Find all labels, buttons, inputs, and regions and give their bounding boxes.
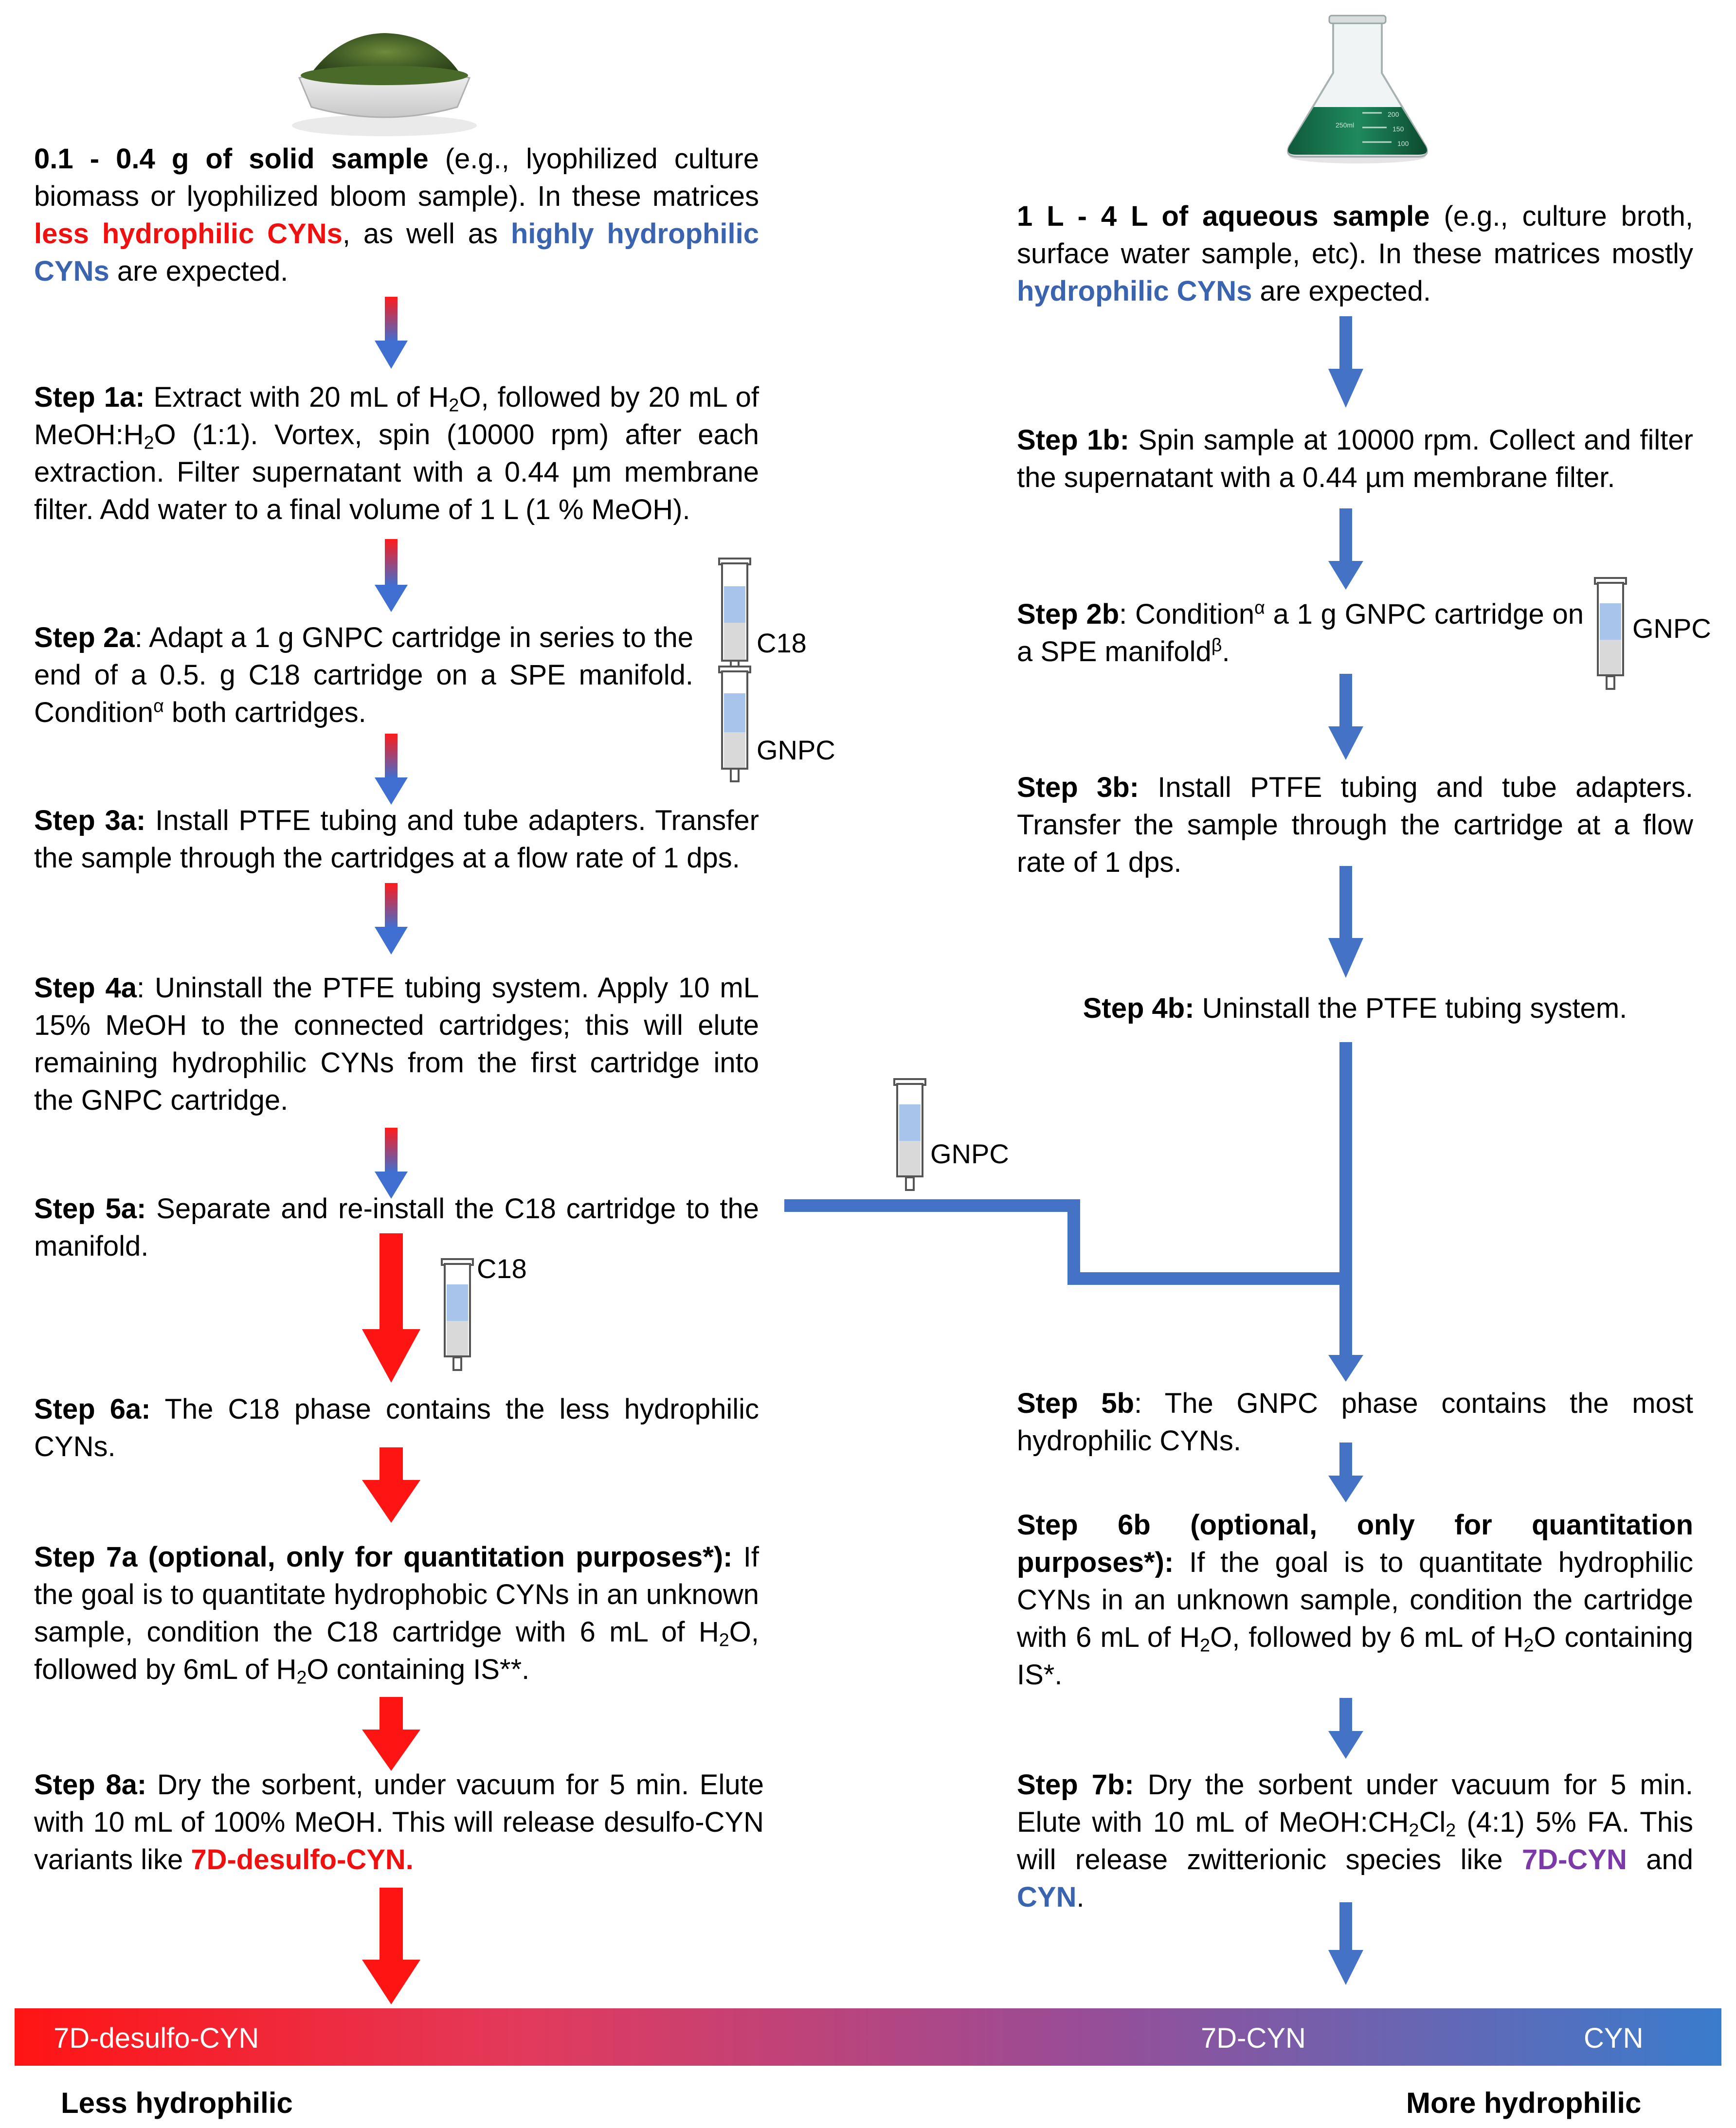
scale-right-compound: CYN: [1584, 2022, 1644, 2054]
step-7a-text: Step 7a (optional, only for quantitation purposes*): If the goal is to quantitate hydrophobic CYNs in an unknown sample, condition the C18 cartridge with 6 mL of $H_2O$, followed by 6mL of $H_2O$ containing IS**.: [34, 1541, 759, 1688]
step-8a-text: Step 8a: Dry the sorbent, under vacuum for 5 min. Elute with 10 mL of 100% MeOH. This will release desulfo-CYN variants like 7D-desulfo-CYN.: [34, 1769, 764, 1876]
blue-arrow-4: [1328, 866, 1363, 978]
7d-desulfo-cyn-highlight: 7D-desulfo-CYN.: [191, 1844, 414, 1876]
solid-sample-amount: 0.1 - 0.4 g of solid sample: [34, 143, 429, 175]
flask-image: [1288, 16, 1427, 163]
gradient-arrow-1: [375, 297, 408, 369]
flask-volume-label: 250ml: [1336, 121, 1355, 129]
step-5a-text: Step 5a: Separate and re-install the C18 cartridge to the manifold.: [34, 1193, 759, 1262]
step-3b-text: Step 3b: Install PTFE tubing and tube adapters. Transfer the sample through the cartridge at a flow rate of 1 dps.: [1017, 772, 1693, 878]
7d-cyn-highlight: 7D-CYN: [1521, 1844, 1627, 1876]
c18-cartridge-lower-icon: [442, 1259, 473, 1370]
gradient-arrow-2: [375, 539, 408, 612]
gradient-arrow-4: [375, 883, 408, 955]
hydrophilicity-gradient-bar: [15, 2008, 1721, 2066]
blue-arrow-1: [1328, 316, 1363, 408]
flask-mark-200: 200: [1388, 110, 1399, 118]
c18-top-label: C18: [757, 628, 807, 658]
red-arrow-4: [362, 1888, 420, 2004]
aqueous-sample-amount: 1 L - 4 L of aqueous sample: [1017, 200, 1430, 232]
scale-left-compound: 7D-desulfo-CYN: [54, 2022, 259, 2054]
step-6b-text: Step 6b (optional, only for quantitation purposes*): If the goal is to quantitate hydrophilic CYNs in an unknown sample, condition the cartridge with 6 mL of $H_2O$, followed by 6 mL of $H_2O$ containing IS*.: [1017, 1509, 1693, 1691]
right-intro-text: 1 L - 4 L of aqueous sample (e.g., culture broth, surface water sample, etc). In these matrices mostly hydrophilic CYNs are expected.: [1017, 200, 1693, 307]
highly-hydrophilic-cyns-highlight: highly hydrophilic CYNs: [34, 218, 760, 287]
step-2b-text: Step 2b: Condition$^\alpha$ a 1 g GNPC cartridge on a SPE manifold$^\beta$.: [1017, 597, 1584, 667]
blue-arrow-2: [1328, 508, 1363, 590]
step-1a-text: Step 1a: Extract with 20 mL of $H_2O$, followed by 20 mL of $MeOH:H_2O$ (1:1). Vortex, spin (10000 rpm) after each extraction. Filter supernatant with a 0.44 µm membrane filter. Add water to a final volume of 1 L (1 % MeOH).: [34, 381, 759, 525]
flask-mark-150: 150: [1392, 125, 1404, 133]
more-hydrophilic-label: More hydrophilic: [1406, 2087, 1642, 2119]
step-1b-text: Step 1b: Spin sample at 10000 rpm. Collect and filter the supernatant with a 0.44 µm membrane filter.: [1017, 424, 1693, 493]
step-6a-text: Step 6a: The C18 phase contains the less hydrophilic CYNs.: [34, 1393, 759, 1462]
blue-merge-arrow: [784, 1042, 1363, 1382]
gnpc-cartridge-middle-icon: [894, 1079, 925, 1190]
c18-lower-label: C18: [477, 1253, 527, 1284]
hydrophilic-cyns-highlight: hydrophilic CYNs: [1017, 275, 1252, 307]
step-7b-text: Step 7b: Dry the sorbent under vacuum for 5 min. Elute with 10 mL of $MeOH:CH_2Cl_2$ (4:1) 5% FA. This will release zwitterionic species like 7D-CYN and CYN.: [1017, 1769, 1693, 1913]
step-4b-text: Step 4b: Uninstall the PTFE tubing system.: [1083, 992, 1628, 1024]
blue-arrow-3: [1328, 674, 1363, 760]
left-intro-text: 0.1 - 0.4 g of solid sample (e.g., lyophilized culture biomass or lyophilized bloom sample). In these matrices less hydrophilic CYNs, as well as highly hydrophilic CYNs are expected.: [34, 143, 760, 287]
step-5b-text: Step 5b: The GNPC phase contains the most hydrophilic CYNs.: [1017, 1388, 1693, 1457]
biomass-bowl-image: [292, 33, 477, 136]
gradient-arrow-5: [375, 1128, 408, 1199]
gnpc-cartridge-right-icon: [1595, 578, 1626, 689]
less-hydrophilic-label: Less hydrophilic: [61, 2087, 293, 2119]
red-arrow-3: [362, 1697, 420, 1771]
scale-mid-compound: 7D-CYN: [1201, 2022, 1306, 2054]
step-2a-text: Step 2a: Adapt a 1 g GNPC cartridge in series to the end of a 0.5. g C18 cartridge on a SPE manifold. Condition$^\alpha$ both cartridges.: [34, 622, 693, 728]
gnpc-cartridge-bottom-icon: [719, 667, 750, 781]
blue-arrow-6: [1328, 1698, 1363, 1759]
gnpc-bottom-label: GNPC: [757, 735, 835, 765]
step-3a-text: Step 3a: Install PTFE tubing and tube adapters. Transfer the sample through the cartridges at a flow rate of 1 dps.: [34, 805, 759, 874]
cyn-highlight: CYN: [1017, 1881, 1077, 1913]
gradient-arrow-3: [375, 734, 408, 805]
gnpc-right-label: GNPC: [1632, 613, 1711, 644]
flask-mark-100: 100: [1397, 140, 1409, 147]
less-hydrophilic-cyns-highlight: less hydrophilic CYNs: [34, 218, 343, 250]
step-4a-text: Step 4a: Uninstall the PTFE tubing system. Apply 10 mL 15% MeOH to the connected cartridges; this will elute remaining hydrophilic CYNs from the first cartridge into the GNPC cartridge.: [34, 972, 759, 1116]
c18-cartridge-top-icon: [719, 559, 750, 673]
gnpc-middle-label: GNPC: [930, 1138, 1009, 1169]
